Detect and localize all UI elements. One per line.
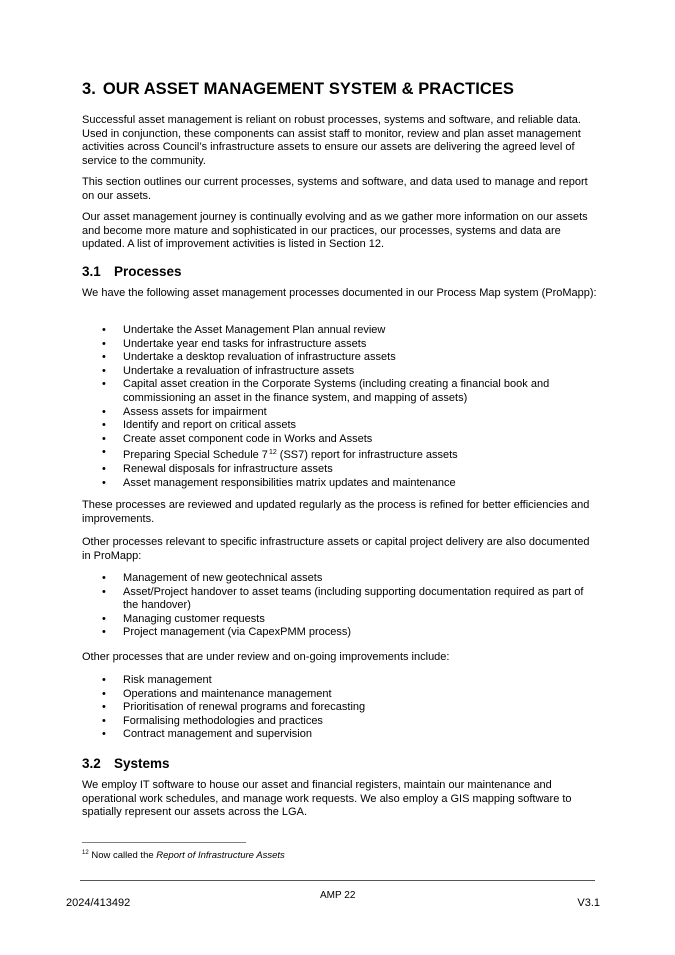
list-item: • Asset management responsibilities matrix updates and maintenance bbox=[102, 476, 456, 489]
bullet-icon: • bbox=[102, 728, 106, 741]
list-item: • Assess assets for impairment bbox=[102, 405, 267, 418]
bullet-icon: • bbox=[102, 446, 106, 459]
systems-number: 3.2 bbox=[82, 756, 101, 771]
footer-doc-id: 2024/413492 bbox=[66, 897, 131, 909]
footer-title: AMP 22 bbox=[320, 890, 356, 901]
bullet-icon: • bbox=[102, 687, 106, 700]
list-item: • Identify and report on critical assets bbox=[102, 419, 297, 432]
intro-paragraph-3: Our asset management journey is continually evolving and as we gather more information on our assets and become more mature and sophisticated in our practices, our processes, systems and data are updated. A list of improvement activities is listed in Section 12. bbox=[82, 211, 588, 251]
section-heading bbox=[82, 80, 514, 99]
bullet-icon: • bbox=[102, 626, 106, 639]
list-item: • Operations and maintenance management bbox=[102, 687, 332, 700]
list-item: • Prioritisation of renewal programs and forecasting bbox=[102, 701, 366, 714]
bullet-icon: • bbox=[102, 419, 106, 432]
bullet-icon: • bbox=[102, 674, 106, 686]
footnote-text: Now called the bbox=[91, 850, 157, 861]
other-processes-intro: Other processes relevant to specific infrastructure assets or capital project delivery are also documented in ProMapp: bbox=[82, 536, 590, 562]
processes-number: 3.1 bbox=[82, 264, 101, 279]
list-item: • Risk management bbox=[102, 674, 212, 686]
bullet-icon: • bbox=[102, 462, 106, 475]
other-processes-list bbox=[82, 572, 597, 640]
footnote bbox=[82, 850, 285, 861]
list-item: • Undertake a revaluation of infrastructure assets bbox=[102, 364, 355, 377]
bullet-icon: • bbox=[102, 612, 106, 625]
section-title: OUR ASSET MANAGEMENT SYSTEM & PRACTICES bbox=[102, 80, 514, 98]
list-item: • Asset/Project handover to asset teams (including supporting documentation required as part of the handover) bbox=[102, 585, 584, 612]
systems-title: Systems bbox=[114, 756, 170, 771]
processes-intro: We have the following asset management processes documented in our Process Map system (ProMapp): bbox=[82, 287, 597, 299]
list-item: • Formalising methodologies and practices bbox=[102, 714, 323, 727]
intro-paragraph-1: Successful asset management is reliant on robust processes, systems and software, and reliable data. Used in conjunction, these components can assist staff to monitor, review and plan asset management activities across Council’s infrastructure assets to ensure our assets are delivering the agreed level of service to the community. bbox=[82, 114, 581, 167]
processes-heading bbox=[82, 264, 597, 279]
bullet-icon: • bbox=[102, 405, 106, 418]
bullet-icon: • bbox=[102, 476, 106, 489]
bullet-icon: • bbox=[102, 701, 106, 714]
bullet-icon: • bbox=[102, 337, 106, 350]
list-item: • Undertake a desktop revaluation of infrastructure assets bbox=[102, 351, 396, 364]
list-item: • Management of new geotechnical assets bbox=[102, 572, 323, 584]
list-item: • Contract management and supervision bbox=[102, 728, 312, 741]
list-item: • Capital asset creation in the Corporate Systems (including creating a financial book and commissioning an asset in the finance system, and mapping of assets) bbox=[102, 378, 550, 404]
bullet-icon: • bbox=[102, 585, 106, 598]
review-processes-list bbox=[82, 674, 597, 742]
list-item: • Undertake the Asset Management Plan annual review bbox=[102, 324, 386, 336]
footnote-italic-title: Report of Infrastructure Assets bbox=[156, 850, 285, 861]
systems-heading bbox=[82, 756, 597, 771]
list-item: • Preparing Special Schedule 7$^{12}$ (SS7) report for infrastructure assets bbox=[102, 446, 458, 462]
bullet-icon: • bbox=[102, 364, 106, 377]
intro-paragraph-2: This section outlines our current processes, systems and software, and data used to manage and report on our assets. bbox=[82, 176, 588, 202]
bullet-icon: • bbox=[102, 378, 106, 391]
bullet-icon: • bbox=[102, 351, 106, 364]
bullet-icon: • bbox=[102, 324, 106, 336]
footer-version: V3.1 bbox=[577, 897, 600, 909]
review-note: These processes are reviewed and updated regularly as the process is refined for better efficiencies and improvements. bbox=[82, 499, 590, 525]
footnote-divider bbox=[82, 842, 246, 843]
list-item: • Undertake year end tasks for infrastructure assets bbox=[102, 337, 367, 350]
section-number: 3. bbox=[82, 80, 96, 98]
processes-title: Processes bbox=[114, 264, 182, 279]
systems-paragraph: We employ IT software to house our asset and financial registers, maintain our maintenance and operational work schedules, and manage work requests. We also employ a GIS mapping software to spatially represent our assets across the LGA. bbox=[82, 779, 572, 819]
bullet-icon: • bbox=[102, 714, 106, 727]
footnote-number: 12 bbox=[82, 850, 89, 856]
review-processes-intro: Other processes that are under review and on-going improvements include: bbox=[82, 651, 450, 663]
footer-divider bbox=[80, 880, 595, 881]
bullet-icon: • bbox=[102, 572, 106, 584]
list-item: • Managing customer requests bbox=[102, 612, 265, 625]
footnote-reference[interactable]: 12 bbox=[268, 449, 277, 457]
list-item: • Project management (via CapexPMM process) bbox=[102, 626, 352, 639]
processes-list bbox=[82, 324, 597, 490]
list-item: • Renewal disposals for infrastructure assets bbox=[102, 462, 333, 475]
bullet-icon: • bbox=[102, 432, 106, 445]
list-item: • Create asset component code in Works and Assets bbox=[102, 432, 373, 445]
